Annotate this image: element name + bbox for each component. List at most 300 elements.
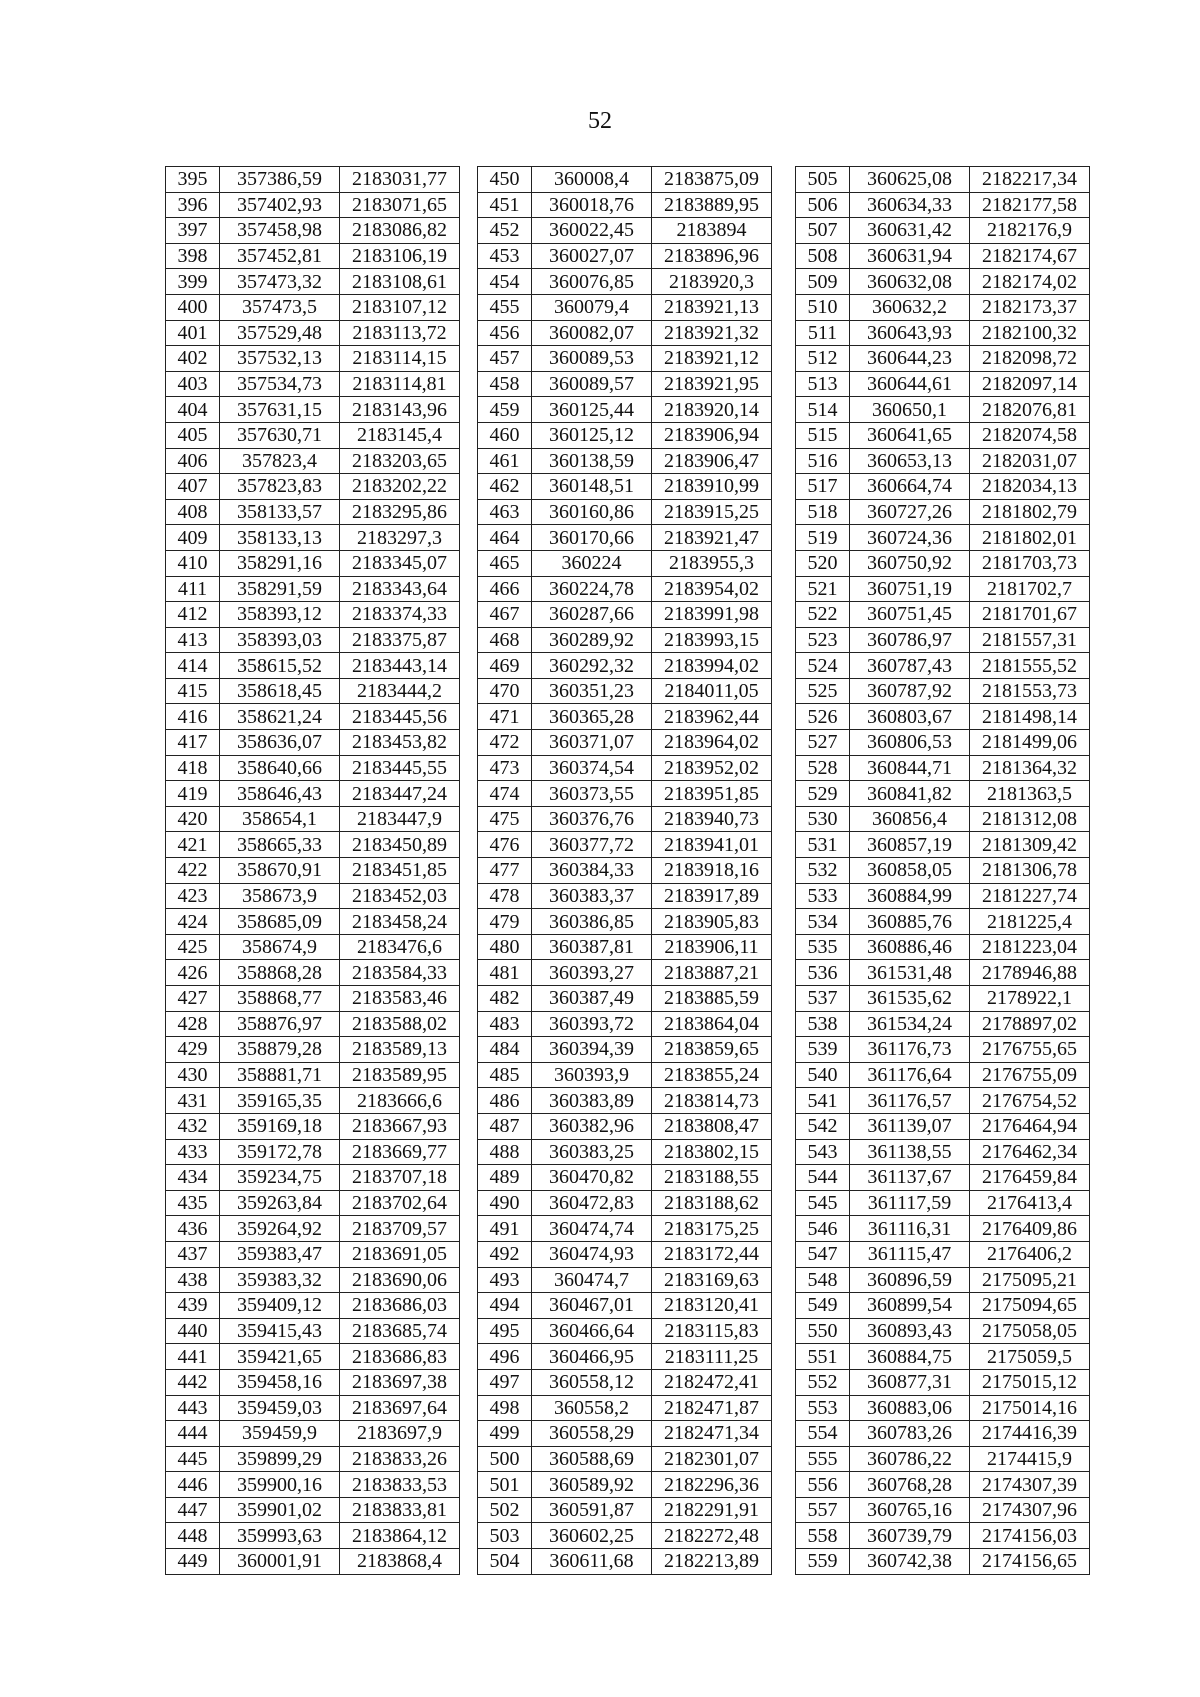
y-coordinate-cell: 2183940,73 [652, 806, 772, 832]
table-row [166, 294, 460, 320]
point-number-cell: 505 [796, 167, 850, 193]
table-row [478, 909, 772, 935]
point-number-cell: 410 [166, 550, 220, 576]
y-coordinate-cell: 2183918,16 [652, 858, 772, 884]
point-number-cell: 506 [796, 192, 850, 218]
point-number-cell: 550 [796, 1318, 850, 1344]
x-coordinate-cell: 359459,03 [220, 1395, 340, 1421]
x-coordinate-cell: 360641,65 [850, 422, 970, 448]
x-coordinate-cell: 360089,53 [532, 346, 652, 372]
y-coordinate-cell: 2183345,07 [340, 550, 460, 576]
x-coordinate-cell: 360377,72 [532, 832, 652, 858]
table-row [796, 627, 1090, 653]
table-row [796, 960, 1090, 986]
table-row [478, 627, 772, 653]
y-coordinate-cell: 2183458,24 [340, 909, 460, 935]
point-number-cell: 436 [166, 1216, 220, 1242]
table-row [166, 192, 460, 218]
y-coordinate-cell: 2183833,53 [340, 1472, 460, 1498]
table-row [796, 832, 1090, 858]
point-number-cell: 443 [166, 1395, 220, 1421]
table-row [796, 1472, 1090, 1498]
x-coordinate-cell: 360588,69 [532, 1446, 652, 1472]
y-coordinate-cell: 2183343,64 [340, 576, 460, 602]
table-row [478, 1472, 772, 1498]
x-coordinate-cell: 360001,91 [220, 1549, 340, 1575]
point-number-cell: 525 [796, 678, 850, 704]
x-coordinate-cell: 360786,22 [850, 1446, 970, 1472]
point-number-cell: 515 [796, 422, 850, 448]
y-coordinate-cell: 2183994,02 [652, 653, 772, 679]
table-row [796, 499, 1090, 525]
table-row [166, 1165, 460, 1191]
table-row [796, 1395, 1090, 1421]
x-coordinate-cell: 360466,95 [532, 1344, 652, 1370]
x-coordinate-cell: 360856,4 [850, 806, 970, 832]
x-coordinate-cell: 360631,94 [850, 243, 970, 269]
x-coordinate-cell: 360787,43 [850, 653, 970, 679]
table-row [166, 576, 460, 602]
point-number-cell: 395 [166, 167, 220, 193]
point-number-cell: 399 [166, 269, 220, 295]
x-coordinate-cell: 360170,66 [532, 525, 652, 551]
point-number-cell: 459 [478, 397, 532, 423]
x-coordinate-cell: 360664,74 [850, 474, 970, 500]
y-coordinate-cell: 2183906,94 [652, 422, 772, 448]
x-coordinate-cell: 358665,33 [220, 832, 340, 858]
point-number-cell: 521 [796, 576, 850, 602]
y-coordinate-cell: 2183691,05 [340, 1241, 460, 1267]
point-number-cell: 513 [796, 371, 850, 397]
table-row [796, 550, 1090, 576]
table-row [166, 499, 460, 525]
x-coordinate-cell: 360896,59 [850, 1267, 970, 1293]
y-coordinate-cell: 2183107,12 [340, 294, 460, 320]
table-row [796, 1165, 1090, 1191]
point-number-cell: 398 [166, 243, 220, 269]
x-coordinate-cell: 360224 [532, 550, 652, 576]
table-row [166, 448, 460, 474]
x-coordinate-cell: 360893,43 [850, 1318, 970, 1344]
table-row [796, 1293, 1090, 1319]
point-number-cell: 531 [796, 832, 850, 858]
x-coordinate-cell: 359901,02 [220, 1497, 340, 1523]
table-row [796, 346, 1090, 372]
point-number-cell: 479 [478, 909, 532, 935]
x-coordinate-cell: 360632,2 [850, 294, 970, 320]
point-number-cell: 422 [166, 858, 220, 884]
table-row [478, 755, 772, 781]
point-number-cell: 442 [166, 1369, 220, 1395]
y-coordinate-cell: 2181553,73 [970, 678, 1090, 704]
y-coordinate-cell: 2175058,05 [970, 1318, 1090, 1344]
y-coordinate-cell: 2183451,85 [340, 858, 460, 884]
x-coordinate-cell: 359421,65 [220, 1344, 340, 1370]
y-coordinate-cell: 2183697,38 [340, 1369, 460, 1395]
y-coordinate-cell: 2183802,15 [652, 1139, 772, 1165]
y-coordinate-cell: 2183833,26 [340, 1446, 460, 1472]
point-number-cell: 487 [478, 1113, 532, 1139]
y-coordinate-cell: 2181555,52 [970, 653, 1090, 679]
point-number-cell: 492 [478, 1241, 532, 1267]
table-row [166, 1497, 460, 1523]
x-coordinate-cell: 360787,92 [850, 678, 970, 704]
table-row [478, 781, 772, 807]
y-coordinate-cell: 2182296,36 [652, 1472, 772, 1498]
y-coordinate-cell: 2183447,24 [340, 781, 460, 807]
point-number-cell: 501 [478, 1472, 532, 1498]
x-coordinate-cell: 360470,82 [532, 1165, 652, 1191]
y-coordinate-cell: 2183885,59 [652, 986, 772, 1012]
y-coordinate-cell: 2182217,34 [970, 167, 1090, 193]
table-row [796, 294, 1090, 320]
table-row [478, 1421, 772, 1447]
point-number-cell: 485 [478, 1062, 532, 1088]
y-coordinate-cell: 2182034,13 [970, 474, 1090, 500]
x-coordinate-cell: 359993,63 [220, 1523, 340, 1549]
x-coordinate-cell: 360786,97 [850, 627, 970, 653]
table-row [478, 269, 772, 295]
y-coordinate-cell: 2183993,15 [652, 627, 772, 653]
table-row [166, 1037, 460, 1063]
table-row [166, 806, 460, 832]
table-row [478, 1446, 772, 1472]
y-coordinate-cell: 2183584,33 [340, 960, 460, 986]
y-coordinate-cell: 2182074,58 [970, 422, 1090, 448]
y-coordinate-cell: 2183964,02 [652, 730, 772, 756]
point-number-cell: 512 [796, 346, 850, 372]
x-coordinate-cell: 360383,89 [532, 1088, 652, 1114]
point-number-cell: 478 [478, 883, 532, 909]
x-coordinate-cell: 358291,59 [220, 576, 340, 602]
point-number-cell: 548 [796, 1267, 850, 1293]
x-coordinate-cell: 360643,93 [850, 320, 970, 346]
point-number-cell: 424 [166, 909, 220, 935]
table-row [166, 218, 460, 244]
table-row [796, 371, 1090, 397]
point-number-cell: 434 [166, 1165, 220, 1191]
x-coordinate-cell: 361535,62 [850, 986, 970, 1012]
y-coordinate-cell: 2183113,72 [340, 320, 460, 346]
point-number-cell: 411 [166, 576, 220, 602]
point-number-cell: 435 [166, 1190, 220, 1216]
y-coordinate-cell: 2181363,5 [970, 781, 1090, 807]
x-coordinate-cell: 357534,73 [220, 371, 340, 397]
table-row [796, 218, 1090, 244]
x-coordinate-cell: 360803,67 [850, 704, 970, 730]
point-number-cell: 511 [796, 320, 850, 346]
table-row [796, 806, 1090, 832]
point-number-cell: 455 [478, 294, 532, 320]
x-coordinate-cell: 359458,16 [220, 1369, 340, 1395]
table-row [166, 960, 460, 986]
x-coordinate-cell: 358393,03 [220, 627, 340, 653]
table-row [796, 678, 1090, 704]
coordinates-table-1 [165, 166, 460, 1575]
y-coordinate-cell: 2183145,4 [340, 422, 460, 448]
x-coordinate-cell: 360650,1 [850, 397, 970, 423]
point-number-cell: 470 [478, 678, 532, 704]
y-coordinate-cell: 2183921,32 [652, 320, 772, 346]
x-coordinate-cell: 360634,33 [850, 192, 970, 218]
table-row [166, 1088, 460, 1114]
table-row [166, 525, 460, 551]
y-coordinate-cell: 2183476,6 [340, 934, 460, 960]
table-row [166, 934, 460, 960]
x-coordinate-cell: 360472,83 [532, 1190, 652, 1216]
point-number-cell: 500 [478, 1446, 532, 1472]
point-number-cell: 469 [478, 653, 532, 679]
point-number-cell: 413 [166, 627, 220, 653]
x-coordinate-cell: 360474,93 [532, 1241, 652, 1267]
point-number-cell: 445 [166, 1446, 220, 1472]
point-number-cell: 553 [796, 1395, 850, 1421]
x-coordinate-cell: 360877,31 [850, 1369, 970, 1395]
y-coordinate-cell: 2183690,06 [340, 1267, 460, 1293]
table-row [478, 1318, 772, 1344]
table-row [796, 730, 1090, 756]
y-coordinate-cell: 2183915,25 [652, 499, 772, 525]
table-row [796, 474, 1090, 500]
y-coordinate-cell: 2183920,3 [652, 269, 772, 295]
point-number-cell: 414 [166, 653, 220, 679]
table-row [796, 320, 1090, 346]
y-coordinate-cell: 2183297,3 [340, 525, 460, 551]
y-coordinate-cell: 2182098,72 [970, 346, 1090, 372]
point-number-cell: 534 [796, 909, 850, 935]
point-number-cell: 490 [478, 1190, 532, 1216]
y-coordinate-cell: 2182471,87 [652, 1395, 772, 1421]
y-coordinate-cell: 2183875,09 [652, 167, 772, 193]
table-row [478, 858, 772, 884]
table-row [478, 883, 772, 909]
table-row [166, 1011, 460, 1037]
table-row [166, 653, 460, 679]
point-number-cell: 532 [796, 858, 850, 884]
y-coordinate-cell: 2183445,55 [340, 755, 460, 781]
table-row [478, 1549, 772, 1575]
x-coordinate-cell: 360857,19 [850, 832, 970, 858]
point-number-cell: 508 [796, 243, 850, 269]
table-row [166, 1293, 460, 1319]
table-row [478, 1190, 772, 1216]
y-coordinate-cell: 2176464,94 [970, 1113, 1090, 1139]
point-number-cell: 420 [166, 806, 220, 832]
y-coordinate-cell: 2183917,89 [652, 883, 772, 909]
table-row [796, 1190, 1090, 1216]
table-row [478, 1497, 772, 1523]
x-coordinate-cell: 359900,16 [220, 1472, 340, 1498]
x-coordinate-cell: 360387,81 [532, 934, 652, 960]
y-coordinate-cell: 2174156,03 [970, 1523, 1090, 1549]
x-coordinate-cell: 360751,45 [850, 602, 970, 628]
point-number-cell: 552 [796, 1369, 850, 1395]
x-coordinate-cell: 360374,54 [532, 755, 652, 781]
point-number-cell: 432 [166, 1113, 220, 1139]
x-coordinate-cell: 360138,59 [532, 448, 652, 474]
table-row [796, 1446, 1090, 1472]
table-row [796, 397, 1090, 423]
point-number-cell: 454 [478, 269, 532, 295]
y-coordinate-cell: 2182174,67 [970, 243, 1090, 269]
y-coordinate-cell: 2183669,77 [340, 1139, 460, 1165]
table-row [166, 269, 460, 295]
point-number-cell: 444 [166, 1421, 220, 1447]
x-coordinate-cell: 360289,92 [532, 627, 652, 653]
table-row [478, 806, 772, 832]
point-number-cell: 477 [478, 858, 532, 884]
x-coordinate-cell: 360148,51 [532, 474, 652, 500]
x-coordinate-cell: 360474,7 [532, 1267, 652, 1293]
point-number-cell: 400 [166, 294, 220, 320]
x-coordinate-cell: 361116,31 [850, 1216, 970, 1242]
y-coordinate-cell: 2183864,04 [652, 1011, 772, 1037]
table-row [478, 1113, 772, 1139]
y-coordinate-cell: 2175095,21 [970, 1267, 1090, 1293]
x-coordinate-cell: 359383,32 [220, 1267, 340, 1293]
point-number-cell: 507 [796, 218, 850, 244]
x-coordinate-cell: 360844,71 [850, 755, 970, 781]
table-row [478, 397, 772, 423]
table-row [166, 1472, 460, 1498]
point-number-cell: 494 [478, 1293, 532, 1319]
point-number-cell: 440 [166, 1318, 220, 1344]
table-row [796, 1369, 1090, 1395]
table-row [166, 1113, 460, 1139]
table-row [478, 602, 772, 628]
y-coordinate-cell: 2174307,96 [970, 1497, 1090, 1523]
y-coordinate-cell: 2182301,07 [652, 1446, 772, 1472]
point-number-cell: 430 [166, 1062, 220, 1088]
point-number-cell: 486 [478, 1088, 532, 1114]
point-number-cell: 510 [796, 294, 850, 320]
x-coordinate-cell: 358868,77 [220, 986, 340, 1012]
point-number-cell: 451 [478, 192, 532, 218]
table-row [478, 934, 772, 960]
y-coordinate-cell: 2183202,22 [340, 474, 460, 500]
x-coordinate-cell: 358640,66 [220, 755, 340, 781]
point-number-cell: 464 [478, 525, 532, 551]
x-coordinate-cell: 357630,71 [220, 422, 340, 448]
table-row [478, 243, 772, 269]
x-coordinate-cell: 357473,32 [220, 269, 340, 295]
table-row [796, 1523, 1090, 1549]
x-coordinate-cell: 360631,42 [850, 218, 970, 244]
table-row [478, 1293, 772, 1319]
table-row [166, 858, 460, 884]
point-number-cell: 457 [478, 346, 532, 372]
x-coordinate-cell: 360632,08 [850, 269, 970, 295]
y-coordinate-cell: 2183203,65 [340, 448, 460, 474]
x-coordinate-cell: 360591,87 [532, 1497, 652, 1523]
y-coordinate-cell: 2183855,24 [652, 1062, 772, 1088]
y-coordinate-cell: 2183444,2 [340, 678, 460, 704]
point-number-cell: 448 [166, 1523, 220, 1549]
table-row [478, 1088, 772, 1114]
table-row [166, 243, 460, 269]
x-coordinate-cell: 357386,59 [220, 167, 340, 193]
x-coordinate-cell: 359172,78 [220, 1139, 340, 1165]
y-coordinate-cell: 2183859,65 [652, 1037, 772, 1063]
x-coordinate-cell: 358876,97 [220, 1011, 340, 1037]
x-coordinate-cell: 361117,59 [850, 1190, 970, 1216]
x-coordinate-cell: 360558,12 [532, 1369, 652, 1395]
point-number-cell: 539 [796, 1037, 850, 1063]
point-number-cell: 472 [478, 730, 532, 756]
point-number-cell: 538 [796, 1011, 850, 1037]
x-coordinate-cell: 358133,57 [220, 499, 340, 525]
y-coordinate-cell: 2183443,14 [340, 653, 460, 679]
point-number-cell: 509 [796, 269, 850, 295]
table-row [478, 1139, 772, 1165]
table-row [478, 1165, 772, 1191]
y-coordinate-cell: 2175014,16 [970, 1395, 1090, 1421]
point-number-cell: 461 [478, 448, 532, 474]
table-row [796, 1267, 1090, 1293]
y-coordinate-cell: 2181227,74 [970, 883, 1090, 909]
y-coordinate-cell: 2181701,67 [970, 602, 1090, 628]
point-number-cell: 458 [478, 371, 532, 397]
table-row [478, 1216, 772, 1242]
y-coordinate-cell: 2174416,39 [970, 1421, 1090, 1447]
y-coordinate-cell: 2183686,83 [340, 1344, 460, 1370]
point-number-cell: 475 [478, 806, 532, 832]
table-row [478, 1369, 772, 1395]
x-coordinate-cell: 360160,86 [532, 499, 652, 525]
table-row [478, 499, 772, 525]
y-coordinate-cell: 2181802,79 [970, 499, 1090, 525]
point-number-cell: 426 [166, 960, 220, 986]
point-number-cell: 536 [796, 960, 850, 986]
table-row [166, 1549, 460, 1575]
point-number-cell: 537 [796, 986, 850, 1012]
x-coordinate-cell: 357823,4 [220, 448, 340, 474]
y-coordinate-cell: 2183188,55 [652, 1165, 772, 1191]
point-number-cell: 481 [478, 960, 532, 986]
y-coordinate-cell: 2183808,47 [652, 1113, 772, 1139]
point-number-cell: 526 [796, 704, 850, 730]
table-row [796, 986, 1090, 1012]
point-number-cell: 419 [166, 781, 220, 807]
table-row [796, 243, 1090, 269]
table-row [796, 1088, 1090, 1114]
table-row [796, 1421, 1090, 1447]
x-coordinate-cell: 358615,52 [220, 653, 340, 679]
point-number-cell: 396 [166, 192, 220, 218]
y-coordinate-cell: 2181225,4 [970, 909, 1090, 935]
y-coordinate-cell: 2182173,37 [970, 294, 1090, 320]
x-coordinate-cell: 360558,2 [532, 1395, 652, 1421]
y-coordinate-cell: 2174415,9 [970, 1446, 1090, 1472]
y-coordinate-cell: 2183031,77 [340, 167, 460, 193]
table-row [478, 1344, 772, 1370]
x-coordinate-cell: 360287,66 [532, 602, 652, 628]
table-row [478, 371, 772, 397]
x-coordinate-cell: 360724,36 [850, 525, 970, 551]
x-coordinate-cell: 358636,07 [220, 730, 340, 756]
table-row [166, 730, 460, 756]
y-coordinate-cell: 2182471,34 [652, 1421, 772, 1447]
point-number-cell: 465 [478, 550, 532, 576]
point-number-cell: 402 [166, 346, 220, 372]
table-row [478, 525, 772, 551]
point-number-cell: 460 [478, 422, 532, 448]
x-coordinate-cell: 360386,85 [532, 909, 652, 935]
y-coordinate-cell: 2181702,7 [970, 576, 1090, 602]
y-coordinate-cell: 2182174,02 [970, 269, 1090, 295]
point-number-cell: 416 [166, 704, 220, 730]
y-coordinate-cell: 2182031,07 [970, 448, 1090, 474]
